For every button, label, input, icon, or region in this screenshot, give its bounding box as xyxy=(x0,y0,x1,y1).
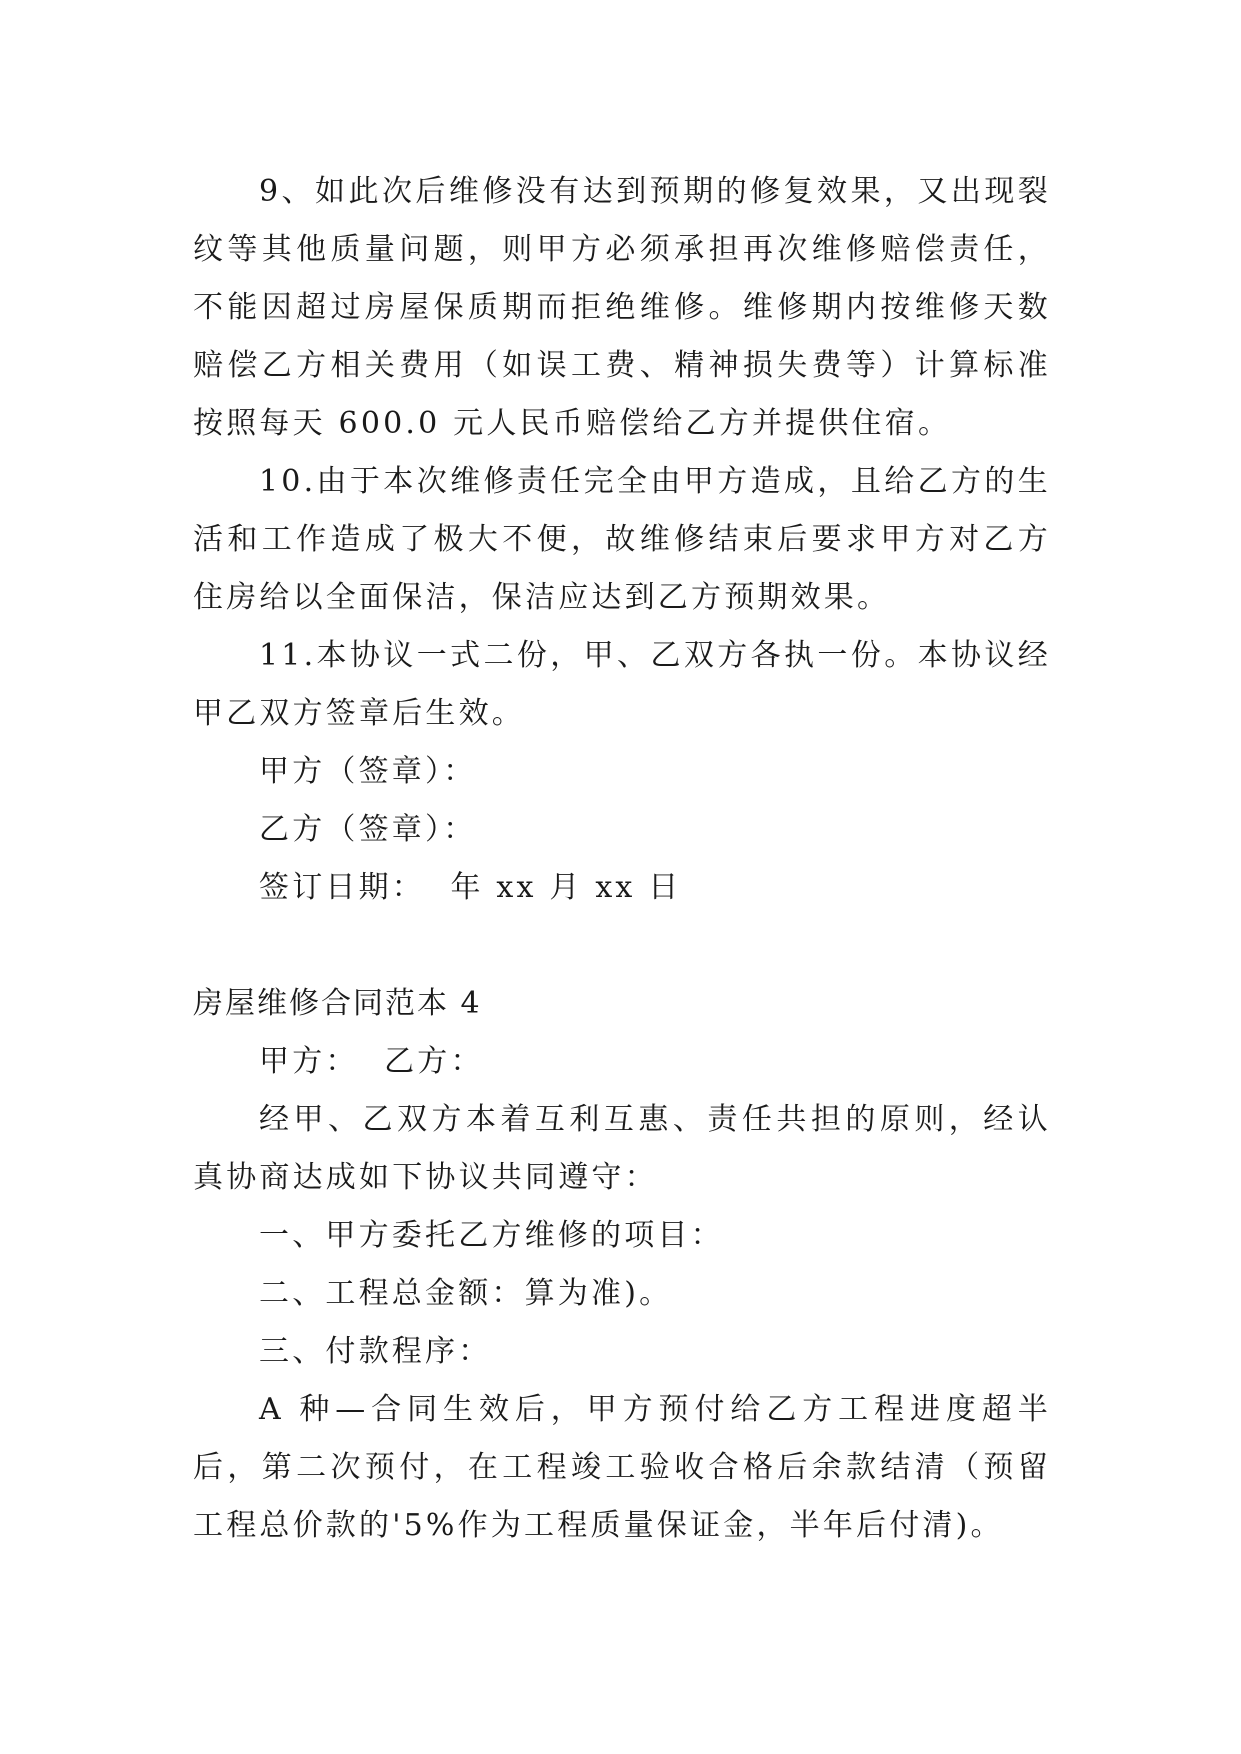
payment-option-a: A 种—合同生效后，甲方预付给乙方工程进度超半后，第二次预付，在工程竣工验收合格后余款结清（预留工程总价款的'5%作为工程质量保证金，半年后付清)。 xyxy=(193,1392,1051,1543)
item-3: 三、付款程序： xyxy=(259,1334,492,1369)
item-1: 一、甲方委托乙方维修的项目： xyxy=(259,1218,724,1253)
section-spacer xyxy=(193,917,1051,975)
intro-paragraph: 经甲、乙双方本着互利互惠、责任共担的原则，经认真协商达成如下协议共同遵守： xyxy=(193,1102,1051,1195)
clause-9: 9、如此次后维修没有达到预期的修复效果，又出现裂纹等其他质量问题，则甲方必须承担再次维修赔偿责任，不能因超过房屋保质期而拒绝维修。维修期内按维修天数赔偿乙方相关费用（如误工费、精神损失费等）计算标准按照每天 600.0 元人民币赔偿给乙方并提供住宿。 xyxy=(193,174,1051,441)
section-title: 房屋维修合同范本 4 xyxy=(193,986,482,1021)
document-body xyxy=(193,163,1051,1555)
party-a-signature: 甲方（签章）： xyxy=(259,754,477,789)
parties-line: 甲方： 乙方： xyxy=(259,1044,484,1079)
item-2: 二、工程总金额：算为准)。 xyxy=(259,1276,673,1311)
clause-10: 10.由于本次维修责任完全由甲方造成，且给乙方的生活和工作造成了极大不便，故维修结束后要求甲方对乙方住房给以全面保洁，保洁应达到乙方预期效果。 xyxy=(193,464,1051,615)
sign-date: 签订日期： 年 xx 月 xx 日 xyxy=(259,870,682,905)
party-b-signature: 乙方（签章）： xyxy=(259,812,477,847)
clause-11: 11.本协议一式二份，甲、乙双方各执一份。本协议经甲乙双方签章后生效。 xyxy=(193,638,1051,731)
